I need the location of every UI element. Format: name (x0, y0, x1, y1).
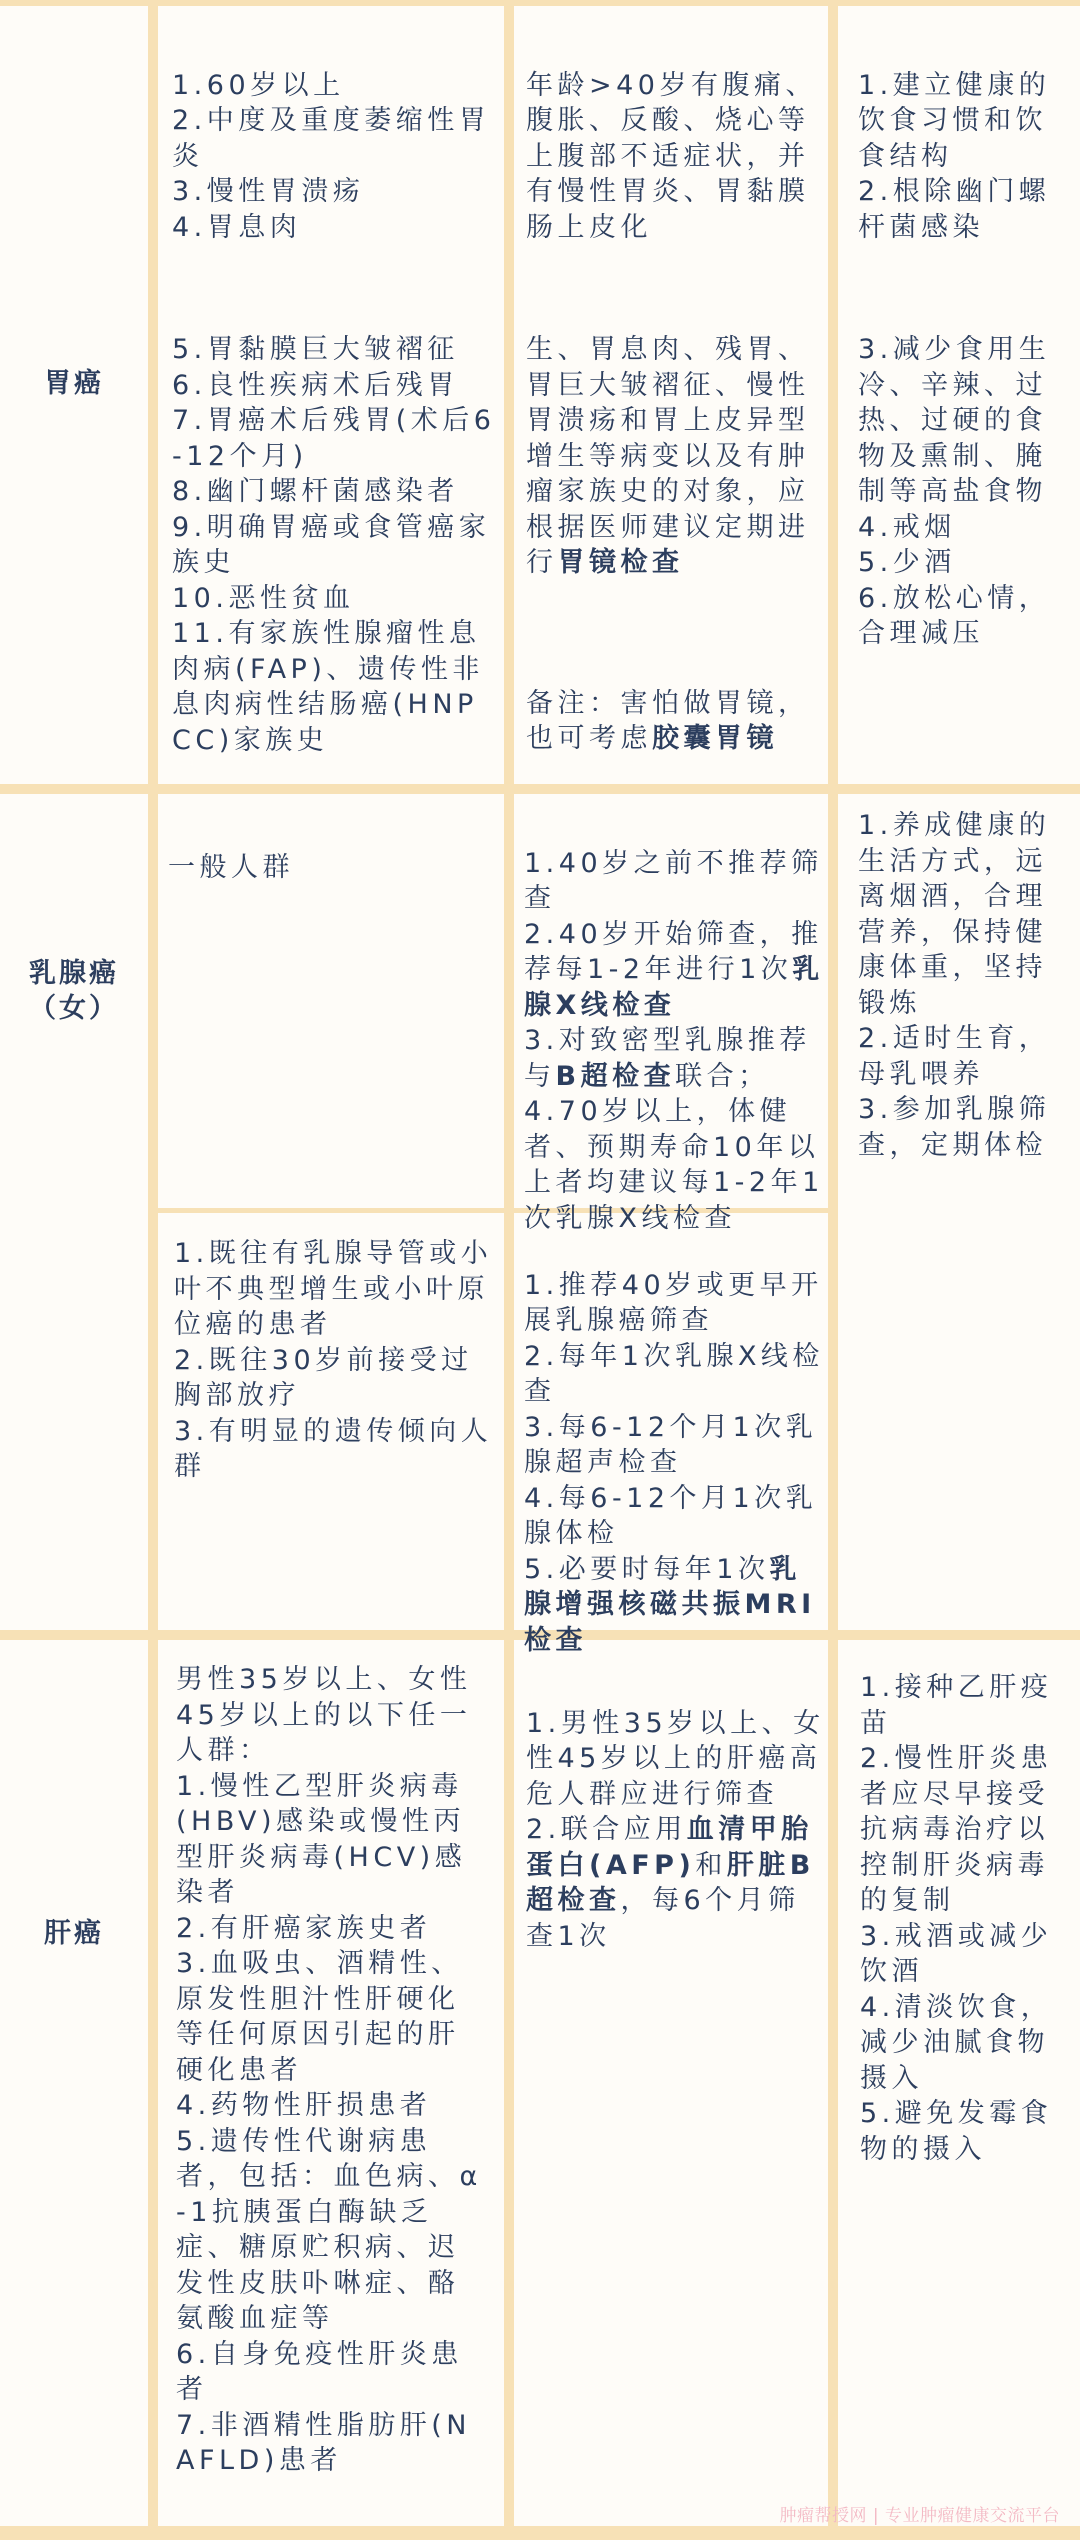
risk-group-stomach-part-1: 1.60岁以上 2.中度及重度萎缩性胃炎 3.慢性胃溃疡 4.胃息肉 (172, 69, 491, 243)
cancer-name-breast: 乳腺癌 （女） (29, 958, 119, 1024)
screening-liver-part-1: 1.男性35岁以上、女性45岁以上的肝癌高危人群应进行筛查 2.联合应用 (526, 1707, 825, 1845)
column-divider-2 (504, 0, 514, 2540)
row-divider-breast-sub (158, 1208, 504, 1213)
prevention-stomach-part-1: 1.建立健康的饮食习惯和饮食结构 2.根除幽门螺杆菌感染 (858, 69, 1051, 243)
screening-stomach-part-2: 生、胃息肉、残胃、胃巨大皱褶征、慢性胃溃疡和胃上皮异型增生等病变以及有肿瘤家族史的对象，应根据医师建议定期进行 (526, 334, 810, 578)
screening-stomach-note: 备注：害怕做胃镜，也可考虑 (526, 687, 810, 754)
prevention-breast: 1.养成健康的生活方式，远离烟酒，合理营养，保持健康体重，坚持锻炼 2.适时生育，母乳喂养 3.参加乳腺筛查，定期体检 (858, 810, 1051, 1161)
screening-stomach-method: 胃镜检查 (557, 547, 684, 578)
watermark: 肿瘤帮授网 | 专业肿瘤健康交流平台 (779, 2506, 1060, 2526)
screening-liver-part-3: ，每6个月筛查1次 (526, 1885, 800, 1952)
column-divider-1 (148, 0, 158, 2540)
screening-breast-general-part-3: 联合； 4.70岁以上，体健者、预期寿命10年以上者均建议每1-2年1次乳腺X线检查 (524, 1060, 824, 1234)
prevention-stomach (858, 32, 1078, 687)
screening-stomach (526, 32, 826, 792)
screening-stomach-note-method: 胶囊胃镜 (652, 723, 778, 754)
screening-breast-general-method-1: 乳腺X线检查 (524, 954, 824, 1021)
screening-breast-high (524, 1232, 828, 1658)
column-divider-3 (828, 0, 838, 2540)
risk-group-liver: 男性35岁以上、女性45岁以上的以下任一人群： 1.慢性乙型肝炎病毒(HBV)感染或慢性丙型肝炎病毒(HCV)感染者 2.有肝癌家族史者 3.血吸虫、酒精性、原发性胆汁性肝硬化等任何原因引起的肝硬化患者 4.药物性肝损患者 5.遗传性代谢病患者，包括：血色病、α-1抗胰蛋白酶缺乏症、糖原贮积病、迟发性皮肤卟啉症、酪氨酸血症等 6.自身免疫性肝炎患者 7.非酒精性脂肪肝(NAFLD)患者 (176, 1664, 482, 2476)
screening-breast-general-part-1: 1.40岁之前不推荐筛查 2.40岁开始筛查，推荐每1-2年进行1次 (524, 847, 823, 985)
screening-breast-general-part-2: 3.对致密型乳腺推荐与 (524, 1025, 811, 1092)
screening-breast-high-text: 1.推荐40岁或更早开展乳腺癌筛查 2.每年1次乳腺X线检查 3.每6-12个月1次乳腺超声检查 4.每6-12个月1次乳腺体检 5.必要时每年1次 (524, 1269, 824, 1585)
screening-liver-part-2: 和 (695, 1849, 727, 1881)
row-divider-top (0, 0, 1080, 6)
cancer-name-stomach: 胃癌 (44, 368, 104, 399)
risk-group-breast-general: 一般人群 (168, 852, 294, 883)
cancer-name-liver: 肝癌 (44, 1918, 104, 1949)
screening-breast-high-method: 乳腺增强核磁共振MRI检查 (524, 1553, 816, 1656)
screening-stomach-part-1: 年龄>40岁有腹痛、腹胀、反酸、烧心等上腹部不适症状，并有慢性胃炎、胃黏膜肠上皮化 (526, 69, 817, 243)
screening-liver-method-2: 肝脏B超检查 (526, 1849, 815, 1916)
screening-breast-general-method-2: B超检查 (555, 1060, 676, 1092)
screening-breast-general (524, 810, 828, 1236)
risk-group-stomach-part-2: 5.胃黏膜巨大皱褶征 6.良性疾病术后残胃 7.胃癌术后残胃(术后6-12个月) 8.幽门螺杆菌感染者 9.明确胃癌或食管癌家族史 10.恶性贫血 11.有家族性腺瘤性息肉病(FAP)、遗传性非息肉病性结肠癌(HNPCC)家族史 (172, 334, 496, 756)
prevention-stomach-part-2: 3.减少食用生冷、辛辣、过热、过硬的食物及熏制、腌制等高盐食物 4.戒烟 5.少酒 6.放松心情，合理减压 (858, 334, 1051, 649)
risk-group-stomach (172, 32, 498, 794)
prevention-liver: 1.接种乙肝疫苗 2.慢性肝炎患者应尽早接受抗病毒治疗以控制肝炎病毒的复制 3.戒酒或减少饮酒 4.清淡饮食，减少油腻食物摄入 5.避免发霉食物的摄入 (860, 1672, 1053, 2165)
row-divider-bottom (0, 2526, 1080, 2540)
screening-liver-method-1: 血清甲胎蛋白(AFP) (526, 1814, 813, 1881)
screening-liver (526, 1670, 826, 1954)
risk-group-breast-high: 1.既往有乳腺导管或小叶不典型增生或小叶原位癌的患者 2.既往30岁前接受过胸部放疗 3.有明显的遗传倾向人群 (174, 1238, 493, 1482)
